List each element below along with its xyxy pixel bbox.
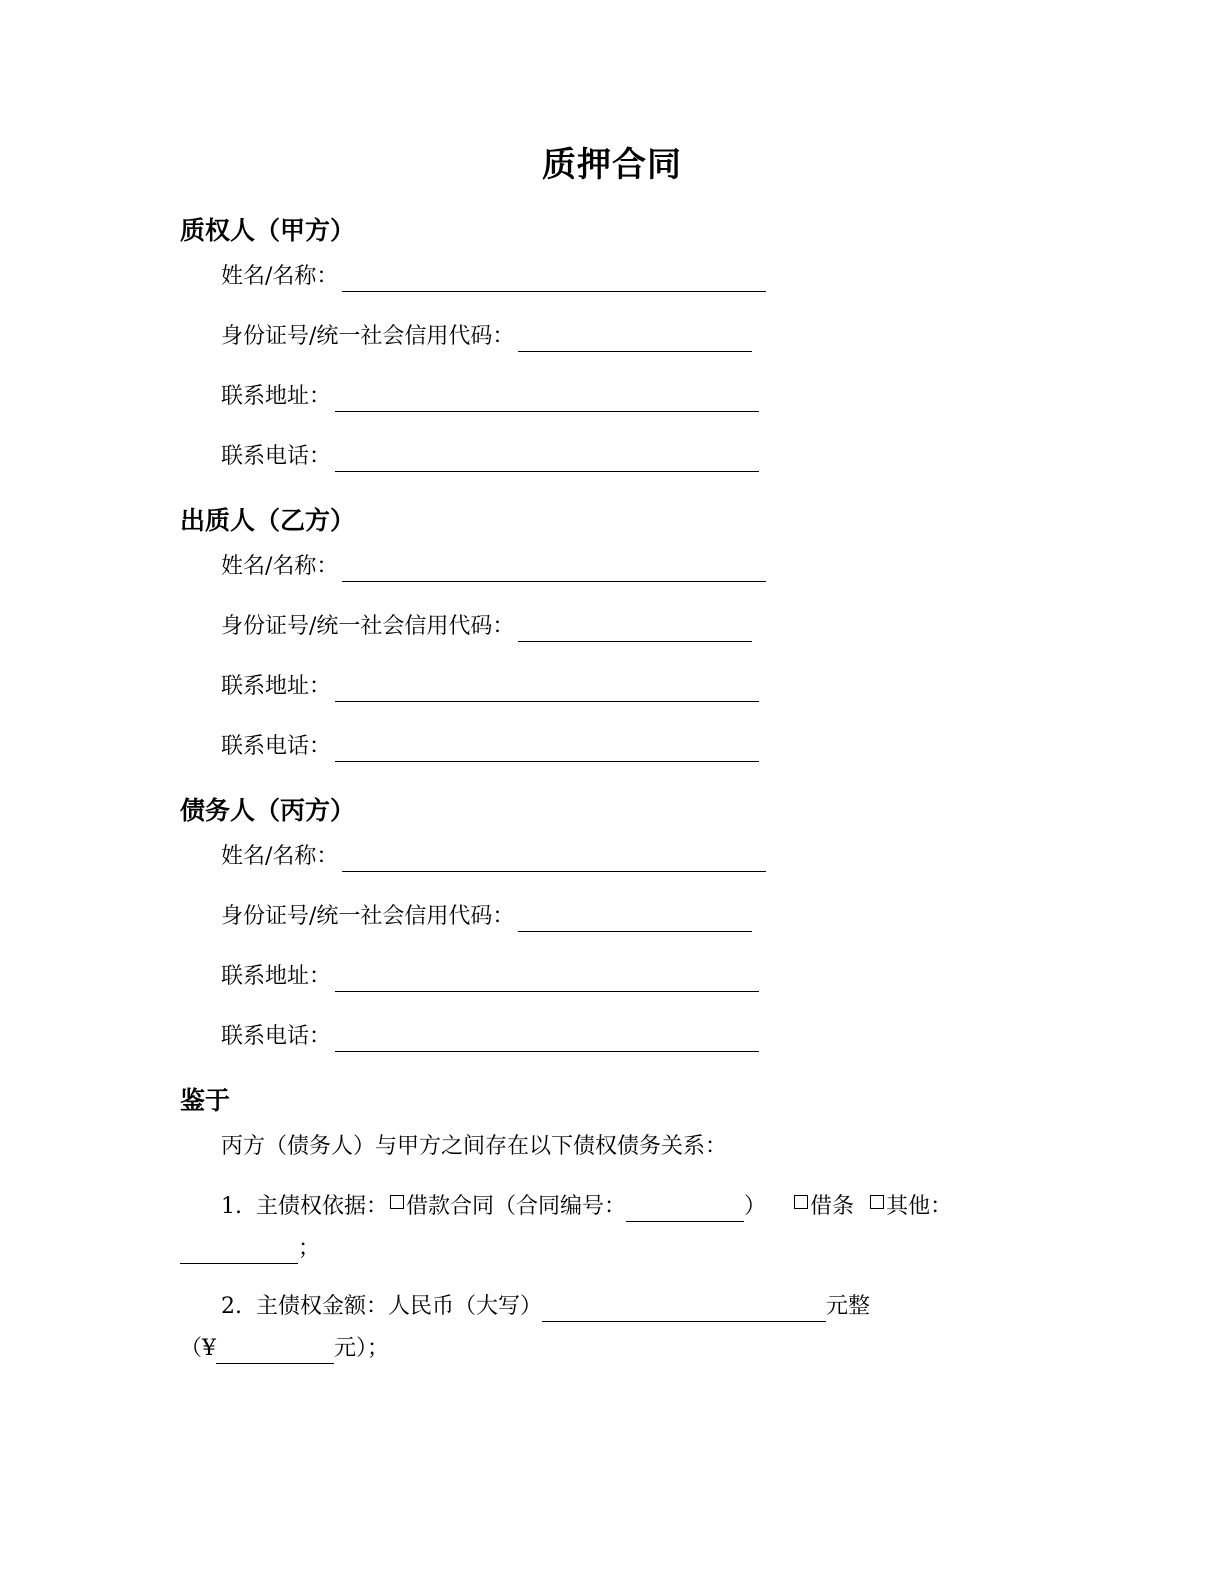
item-1-number: 1. — [221, 1194, 242, 1219]
party-b-phone-label: 联系电话： — [221, 734, 332, 759]
party-a-phone-blank[interactable] — [335, 445, 759, 472]
other-basis-blank[interactable] — [180, 1239, 298, 1264]
party-a-name-label: 姓名/名称： — [221, 264, 339, 289]
party-c-name-row — [221, 842, 766, 872]
party-a-heading: 质权人（甲方） — [180, 216, 356, 245]
party-a-address-row — [221, 382, 759, 412]
item-2-paren-open: （¥ — [180, 1336, 216, 1361]
item-2-label: 主债权金额：人民币（大写） — [256, 1294, 543, 1319]
party-b-id-label: 身份证号/统一社会信用代码： — [221, 614, 515, 639]
loan-contract-close: ） — [744, 1194, 767, 1219]
item-1-end: ； — [298, 1236, 321, 1261]
party-b-id-row — [221, 612, 752, 642]
item-2-number: 2. — [221, 1294, 242, 1319]
party-c-address-label: 联系地址： — [221, 964, 332, 989]
amount-words-blank[interactable] — [542, 1297, 826, 1322]
party-a-address-label: 联系地址： — [221, 384, 332, 409]
loan-contract-option: 借款合同（合同编号： — [406, 1194, 627, 1219]
party-a-id-label: 身份证号/统一社会信用代码： — [221, 324, 515, 349]
party-c-id-blank[interactable] — [518, 905, 752, 932]
party-b-name-blank[interactable] — [342, 555, 766, 582]
party-b-address-label: 联系地址： — [221, 674, 332, 699]
party-b-name-row — [221, 552, 766, 582]
item-1-label: 主债权依据： — [256, 1194, 389, 1219]
party-c-heading: 债务人（丙方） — [180, 796, 356, 825]
item-2-unit: 元整 — [826, 1294, 871, 1319]
party-c-id-label: 身份证号/统一社会信用代码： — [221, 904, 515, 929]
amount-figures-blank[interactable] — [216, 1339, 334, 1364]
whereas-item-1 — [221, 1192, 952, 1222]
party-b-phone-blank[interactable] — [335, 735, 759, 762]
party-b-id-blank[interactable] — [518, 615, 752, 642]
whereas-item-2 — [221, 1292, 870, 1322]
party-b-name-label: 姓名/名称： — [221, 554, 339, 579]
item-2-paren-close: 元）； — [334, 1336, 390, 1361]
whereas-intro: 丙方（债务人）与甲方之间存在以下债权债务关系： — [221, 1134, 728, 1159]
party-a-phone-label: 联系电话： — [221, 444, 332, 469]
party-c-phone-row — [221, 1022, 759, 1052]
party-a-id-row — [221, 322, 752, 352]
party-a-name-row — [221, 262, 766, 292]
party-c-address-blank[interactable] — [335, 965, 759, 992]
contract-number-blank[interactable] — [626, 1197, 744, 1222]
other-option: 其他： — [886, 1194, 953, 1219]
whereas-item-1-cont — [180, 1234, 320, 1264]
party-a-phone-row — [221, 442, 759, 472]
document-title: 质押合同 — [542, 145, 682, 185]
party-c-address-row — [221, 962, 759, 992]
whereas-item-2-cont — [180, 1334, 389, 1364]
party-b-phone-row — [221, 732, 759, 762]
whereas-heading: 鉴于 — [180, 1086, 231, 1115]
other-checkbox[interactable] — [870, 1195, 884, 1209]
party-b-address-row — [221, 672, 759, 702]
iou-checkbox[interactable] — [794, 1195, 808, 1209]
party-c-name-blank[interactable] — [342, 845, 766, 872]
party-a-id-blank[interactable] — [518, 325, 752, 352]
party-a-name-blank[interactable] — [342, 265, 766, 292]
party-b-heading: 出质人（乙方） — [180, 506, 356, 535]
loan-contract-checkbox[interactable] — [390, 1195, 404, 1209]
party-b-address-blank[interactable] — [335, 675, 759, 702]
party-c-id-row — [221, 902, 752, 932]
party-c-phone-label: 联系电话： — [221, 1024, 332, 1049]
party-a-address-blank[interactable] — [335, 385, 759, 412]
party-c-phone-blank[interactable] — [335, 1025, 759, 1052]
iou-option: 借条 — [810, 1194, 855, 1219]
party-c-name-label: 姓名/名称： — [221, 844, 339, 869]
